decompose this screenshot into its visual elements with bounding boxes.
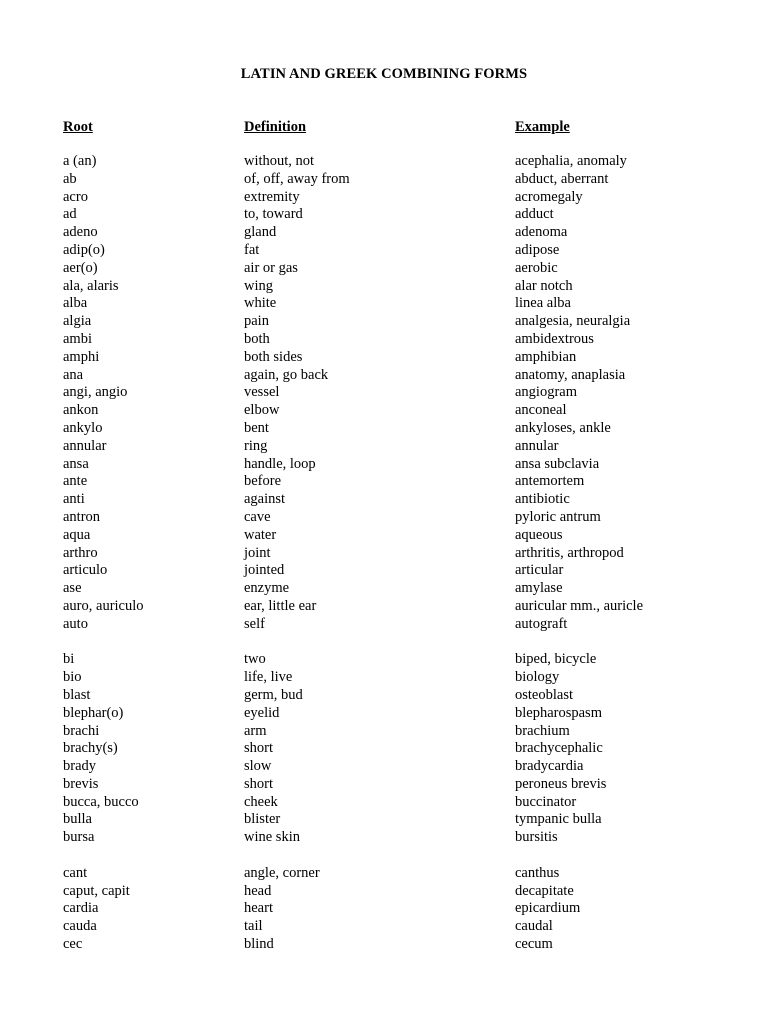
definition-cell: short [244, 740, 273, 757]
table-row [0, 438, 768, 456]
example-cell: acephalia, anomaly [515, 153, 627, 169]
root-cell: anti [63, 491, 85, 508]
definition-cell: eyelid [244, 704, 280, 721]
table-row [0, 616, 768, 634]
root-cell: amphi [63, 348, 100, 365]
definition-cell: joint [244, 544, 271, 561]
table-row [0, 545, 768, 563]
definition-cell: of, off, away from [244, 170, 350, 187]
definition-cell: pain [244, 313, 269, 330]
example-cell: cecum [515, 936, 553, 953]
table-row [0, 242, 768, 260]
definition-cell: head [244, 882, 272, 899]
root-cell: bucca, bucco [63, 793, 139, 810]
table-row [0, 598, 768, 616]
definition-cell: fat [244, 241, 260, 258]
example-cell: peroneus brevis [515, 775, 607, 792]
root-cell: bursa [63, 829, 95, 846]
example-cell: adduct [515, 206, 554, 223]
root-cell: ambi [63, 330, 92, 347]
definition-cell: both sides [244, 348, 303, 365]
root-cell: aer(o) [63, 259, 98, 276]
entry-group [0, 153, 768, 634]
table-row [0, 883, 768, 901]
root-cell: brachy(s) [63, 740, 118, 757]
table-row [0, 278, 768, 296]
example-cell: amylase [515, 580, 563, 597]
root-cell: ab [63, 170, 77, 187]
root-cell: acro [63, 188, 88, 205]
root-cell: antron [63, 508, 101, 525]
definition-cell: before [244, 473, 282, 490]
definition-cell: white [244, 295, 277, 312]
definition-cell: elbow [244, 402, 280, 419]
table-row [0, 829, 768, 847]
example-cell: epicardium [515, 900, 581, 917]
root-cell: cant [63, 864, 88, 881]
table-row [0, 420, 768, 438]
definition-cell: air or gas [244, 259, 298, 276]
table-row [0, 224, 768, 242]
example-cell: pyloric antrum [515, 508, 601, 525]
table-row [0, 189, 768, 207]
entry-group [0, 865, 768, 954]
table-row [0, 384, 768, 402]
root-cell: ala, alaris [63, 277, 119, 294]
column-headers [0, 117, 768, 137]
table-row [0, 900, 768, 918]
root-cell: auro, auriculo [63, 597, 144, 614]
example-cell: analgesia, neuralgia [515, 313, 631, 330]
root-cell: ad [63, 206, 77, 223]
table-row [0, 349, 768, 367]
example-cell: brachycephalic [515, 740, 603, 757]
example-cell: caudal [515, 918, 553, 935]
definition-cell: handle, loop [244, 455, 316, 472]
example-cell: antemortem [515, 473, 585, 490]
root-cell: bio [63, 669, 82, 686]
root-cell: adip(o) [63, 241, 105, 258]
definition-cell: both [244, 330, 270, 347]
definition-cell: blind [244, 936, 274, 953]
root-cell: ansa [63, 455, 89, 472]
table-row [0, 705, 768, 723]
root-cell: blast [63, 686, 91, 703]
table-row [0, 758, 768, 776]
definition-cell: life, live [244, 669, 293, 686]
example-cell: angiogram [515, 384, 578, 401]
example-cell: amphibian [515, 348, 577, 365]
root-cell: brevis [63, 775, 99, 792]
definition-cell: to, toward [244, 206, 303, 223]
definition-cell: cheek [244, 793, 278, 810]
definition-cell: tail [244, 918, 263, 935]
example-cell: anconeal [515, 402, 567, 419]
root-cell: annular [63, 437, 107, 454]
example-cell: ansa subclavia [515, 455, 600, 472]
page-title: LATIN AND GREEK COMBINING FORMS [240, 66, 528, 82]
example-cell: buccinator [515, 793, 577, 810]
root-cell: ante [63, 473, 88, 490]
definition-cell: arm [244, 722, 267, 739]
definition-cell: bent [244, 419, 269, 436]
table-row [0, 367, 768, 385]
example-cell: aqueous [515, 526, 563, 543]
example-cell: canthus [515, 864, 560, 881]
definition-cell: gland [244, 224, 277, 241]
definition-cell: water [244, 526, 277, 543]
root-cell: bulla [63, 811, 92, 828]
example-cell: acromegaly [515, 188, 583, 205]
root-cell: a (an) [63, 153, 97, 169]
definition-cell: extremity [244, 188, 300, 205]
example-cell: decapitate [515, 882, 574, 899]
definition-cell: vessel [244, 384, 280, 401]
table-row [0, 206, 768, 224]
table-row [0, 171, 768, 189]
example-cell: bradycardia [515, 758, 584, 775]
example-cell: biology [515, 669, 560, 686]
table-row [0, 402, 768, 420]
example-cell: ankyloses, ankle [515, 419, 611, 436]
table-row [0, 723, 768, 741]
root-cell: aqua [63, 526, 91, 543]
example-cell: tympanic bulla [515, 811, 602, 828]
definition-cell: wine skin [244, 829, 300, 846]
table-row [0, 491, 768, 509]
definition-cell: without, not [244, 153, 315, 169]
table-row [0, 456, 768, 474]
example-cell: adenoma [515, 224, 568, 241]
root-cell: articulo [63, 562, 108, 579]
header-root: Root [63, 119, 93, 135]
example-cell: auricular mm., auricle [515, 597, 644, 614]
definition-cell: enzyme [244, 580, 290, 597]
example-cell: brachium [515, 722, 570, 739]
example-cell: adipose [515, 241, 560, 258]
table-row [0, 865, 768, 883]
table-row [0, 295, 768, 313]
definition-cell: wing [244, 277, 273, 294]
root-cell: brachi [63, 722, 100, 739]
table-row [0, 153, 768, 171]
example-cell: alar notch [515, 277, 573, 294]
table-row [0, 794, 768, 812]
table-row [0, 651, 768, 669]
table-row [0, 776, 768, 794]
definition-cell: jointed [244, 562, 285, 579]
root-cell: alba [63, 295, 88, 312]
example-cell: aerobic [515, 259, 558, 276]
header-example: Example [515, 119, 570, 135]
definition-cell: angle, corner [244, 864, 320, 881]
example-cell: blepharospasm [515, 704, 602, 721]
root-cell: blephar(o) [63, 704, 124, 721]
definition-cell: against [244, 491, 286, 508]
root-cell: cardia [63, 900, 99, 917]
definition-cell: heart [244, 900, 273, 917]
header-definition: Definition [244, 119, 307, 135]
table-row [0, 669, 768, 687]
example-cell: linea alba [515, 295, 571, 312]
example-cell: articular [515, 562, 564, 579]
group-spacer [0, 634, 768, 652]
root-cell: adeno [63, 224, 98, 241]
root-cell: arthro [63, 544, 98, 561]
root-cell: ase [63, 580, 82, 597]
root-cell: cec [63, 936, 83, 953]
definition-cell: slow [244, 758, 272, 775]
definition-cell: ear, little ear [244, 597, 317, 614]
example-cell: arthritis, arthropod [515, 544, 624, 561]
definition-cell: cave [244, 508, 271, 525]
example-cell: annular [515, 437, 559, 454]
example-cell: antibiotic [515, 491, 570, 508]
entries-list [0, 153, 768, 954]
example-cell: ambidextrous [515, 330, 594, 347]
table-row [0, 509, 768, 527]
group-spacer [0, 847, 768, 865]
root-cell: angi, angio [63, 384, 128, 401]
example-cell: abduct, aberrant [515, 170, 609, 187]
table-row [0, 811, 768, 829]
example-cell: biped, bicycle [515, 651, 597, 668]
root-cell: bi [63, 651, 75, 668]
table-row [0, 313, 768, 331]
example-cell: bursitis [515, 829, 558, 846]
root-cell: brady [63, 758, 97, 775]
example-cell: anatomy, anaplasia [515, 366, 626, 383]
table-row [0, 473, 768, 491]
root-cell: ankon [63, 402, 99, 419]
table-row [0, 936, 768, 954]
definition-cell: self [244, 615, 265, 632]
root-cell: auto [63, 615, 88, 632]
entry-group [0, 651, 768, 847]
definition-cell: blister [244, 811, 281, 828]
root-cell: ankylo [63, 419, 103, 436]
table-row [0, 331, 768, 349]
definition-cell: germ, bud [244, 686, 303, 703]
table-row [0, 260, 768, 278]
table-row [0, 918, 768, 936]
definition-cell: short [244, 775, 273, 792]
root-cell: cauda [63, 918, 97, 935]
table-row [0, 527, 768, 545]
root-cell: ana [63, 366, 84, 383]
definition-cell: two [244, 651, 266, 668]
table-row [0, 740, 768, 758]
root-cell: caput, capit [63, 882, 130, 899]
root-cell: algia [63, 313, 92, 330]
definition-cell: again, go back [244, 366, 329, 383]
example-cell: osteoblast [515, 686, 573, 703]
example-cell: autograft [515, 615, 568, 632]
table-row [0, 580, 768, 598]
table-row [0, 687, 768, 705]
table-row [0, 562, 768, 580]
definition-cell: ring [244, 437, 268, 454]
